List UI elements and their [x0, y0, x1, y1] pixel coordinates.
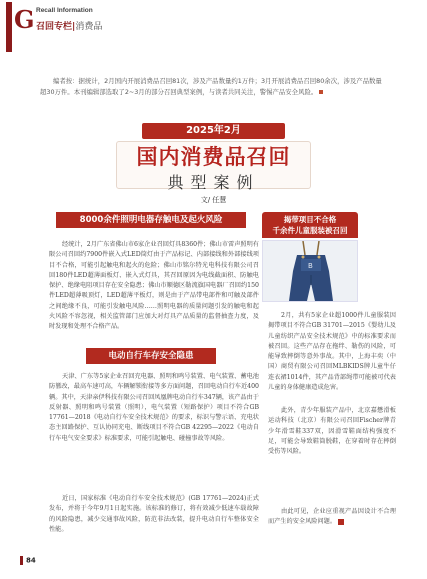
paragraph — [268, 507, 396, 528]
year-badge: 2025年2月 — [142, 123, 285, 139]
section-body-lighting — [49, 240, 259, 333]
paragraph: 天津、广东等5家企业召回充电器、照明和鸣号装置、电气装置、蓄电池防篡改，最高车速可高，车辆解锁衔接等多方面问题，召回电动自行车近400辆。其中，天津亲伊科技有限公司召回凤凰牌电动自行车347辆，该产品由于反射器、照明和鸣号装置（照明），电气装置（短路保护）项目不符合GB 17761—2018《电动自行车安全技术规范》的要求，标识与警示语、充电状态主回路保护、互认协同充电、断线项目不符合GB 42295—2022《电动自行车电气安全要求》标准要求，可能引起触电、碰撞事故等风险。 — [49, 373, 259, 442]
paragraph-text: 由此可见，企业应重视产品因设计不合理而产生的安全风险问题。 — [268, 508, 396, 526]
column-separator: | — [72, 22, 76, 32]
svg-text:B: B — [308, 262, 313, 270]
heading-line: 千余件儿童服装被召回 — [272, 226, 348, 235]
section-body-clothing-2 — [268, 406, 396, 457]
column-chinese-name — [36, 19, 102, 32]
column-english-name: Recall Information — [36, 7, 93, 14]
section-body-ebike-2 — [49, 494, 259, 535]
section-body-clothing-3 — [268, 507, 396, 528]
section-body-ebike — [49, 372, 259, 444]
section-heading-ebike: 电动自行车存安全隐患 — [86, 348, 216, 364]
section-body-clothing — [268, 311, 396, 393]
column-header — [6, 2, 206, 52]
article-subtitle: 典型案例 — [167, 173, 260, 192]
paragraph: 近日，国家标准《电动自行车安全技术规范》(GB 17761—2024)正式发布，并将于今年9月1日起实施。该标准的修订，将有效减少低速车载故障的风险隐患，减少交通事故风险，防范非法改装，提升电动自行车整体安全性能。 — [49, 495, 259, 533]
section-heading-lighting: 8000余件照明电器存触电及起火风险 — [56, 212, 246, 228]
page-number — [20, 556, 36, 565]
column-subsection: 消费品 — [75, 22, 103, 32]
page-number-text: 84 — [26, 556, 36, 565]
note-end-dot — [319, 90, 323, 94]
overalls-illustration — [263, 241, 358, 302]
section-heading-clothing — [262, 212, 358, 238]
header-accent-bar — [6, 2, 12, 52]
paragraph: 经统计，2月广东省佛山市6家企业召回灯具8360件；佛山市雷声照明有限公司召回约7900件嵌入式LED筒灯由于产品标记、内部接线和外部接线项目不合格，可能引起触电和起火的危险；佛山市铭尔特光电科技有限公司召回180件LED超薄面板灯、嵌入式灯具，其召回原因为电线截面积、防触电保护、绝缘电阻项目存在安全隐患；佛山市顺德区勒流旗国电器厂召回约150件LED超薄吸顶灯，LED超薄平板灯，则是由于产品带电部件和可触及部件之间绝缘不良，可能引发触电风险……照明电器的质量问题引发的触电和起火风险不容忽视，相关监管部门应加大对灯具产品质量的监督抽查力度，及时发现和处理不合格产品。 — [49, 241, 259, 331]
article-end-mark — [338, 519, 344, 525]
heading-line: 揭带项目不合格 — [283, 215, 337, 224]
page-number-bar — [20, 556, 23, 565]
editor-note — [40, 76, 388, 97]
overalls-photo — [262, 240, 358, 302]
paragraph: 此外，青少年服装产品中，北京嘉懋滑板运动科技（北京）有限公司召回Fischer牌青少年滑雪鞋337双，因滑雪鞋面结构强度不足，可能会导致鞋筒脱鞋，在穿着时存在摔倒受伤等风险。 — [268, 407, 396, 456]
column-logo: G — [14, 5, 35, 34]
article-author: 文/ 任慧 — [200, 196, 227, 204]
article-title: 国内消费品召回 — [136, 145, 291, 169]
paragraph: 2月，共有5家企业超1000件儿童服装因揭带项目不符合GB 31701—2015《婴幼儿及儿童纺织产品安全技术规范》中的标准要求而被召回。这些产品存在拖绊、勒伤的风险，可能导致摔倒等意外事故。其中，上海丰奕（中国）商贸有限公司召回MLBKIDS牌儿童牛仔连衣裙1014件，其产品背部绳带可能被可代表儿童的身体健康造成危害。 — [268, 312, 396, 392]
column-section: 召回专栏 — [36, 22, 73, 32]
editor-note-text: 编者按：据统计，2月国内开展消费品召回81次，涉及产品数量约1万件；3月开展消费品召回80余次，涉及产品数量超30万件。本刊编辑部选取了2~3月的部分召回典型案例，与读者共同关注，警惕产品安全风险。 — [40, 77, 382, 96]
